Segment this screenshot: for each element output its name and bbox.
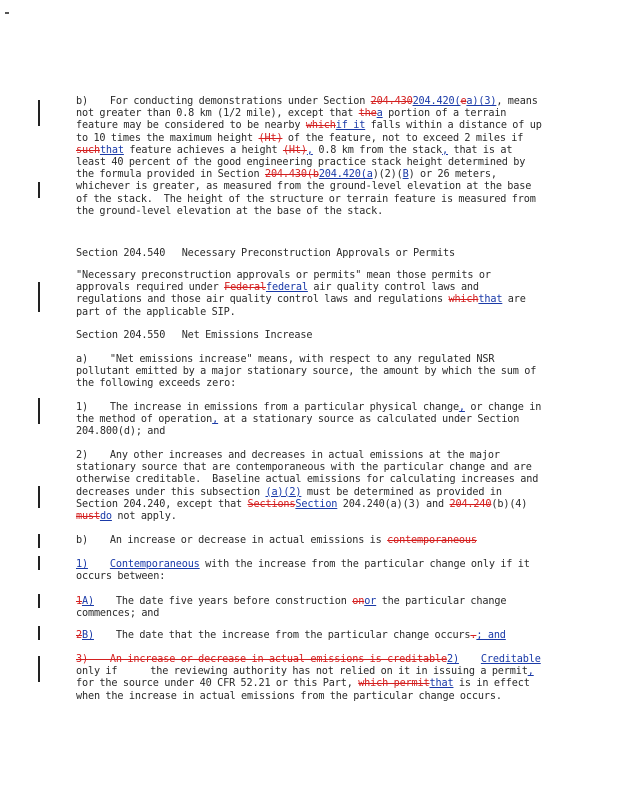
body-text: a) "Net emissions increase" means, with respect to any regulated NSR pollutant emitted by a major stationary source, the amount by which the sum of the following exceeds zero:	[76, 354, 542, 390]
deleted-text: which	[448, 294, 479, 306]
inserted-text: or	[364, 596, 377, 607]
deleted-text: e	[460, 96, 467, 107]
body-text: b) An increase or decrease in actual emissions is	[76, 535, 388, 546]
inserted-text: that	[99, 144, 124, 156]
paragraph-2-creditable	[76, 654, 547, 703]
inserted-text: B)	[81, 630, 94, 641]
paragraph-2-other-increases	[76, 450, 542, 523]
inserted-text: 2)	[446, 654, 459, 665]
body-text: (b)(4)	[491, 498, 533, 510]
change-bar	[38, 534, 40, 548]
deleted-text: must	[76, 511, 100, 523]
body-text: 0.8 km from the stack	[312, 144, 442, 156]
body-text: )(2)(	[372, 169, 403, 181]
body-text: ) or 26 meters, whichever is greater, as measured from the ground-level elevation at the base of the stack. The height of the structure or terrain feature is measured from the ground-level elevation at the base of the stack.	[76, 169, 542, 217]
inserted-text: ,	[527, 666, 534, 678]
body-text: The date five years before construction	[93, 596, 353, 607]
body-text: is in effect when the increase in actual emissions from the particular change occurs.	[76, 678, 536, 702]
deleted-text: Federal	[224, 282, 266, 294]
paragraph-necessary-approvals	[76, 270, 542, 319]
inserted-text: ,	[458, 402, 465, 413]
paragraph-A-five-years	[76, 596, 542, 620]
paragraph-b-nearby	[76, 96, 548, 218]
body-text	[459, 654, 481, 665]
body-text: Section 204.540 Necessary Preconstruction Approvals or Permits	[76, 248, 455, 259]
inserted-text: ,	[306, 144, 313, 156]
inserted-text: 204.420(	[412, 96, 461, 107]
section-heading-204-540	[76, 248, 542, 260]
inserted-text: that	[429, 678, 454, 690]
change-bar	[38, 100, 40, 126]
body-text: The date that the increase from the particular change occurs	[93, 630, 471, 641]
body-text: feature achieves a height	[123, 144, 283, 156]
body-text: portion of a terrain feature may be considered to be nearby	[76, 108, 512, 132]
section-heading-204-550	[76, 330, 542, 342]
body-text: are part of the applicable SIP.	[76, 294, 532, 318]
inserted-text: ,	[442, 144, 448, 156]
change-bar	[38, 182, 40, 198]
body-text: only if the reviewing authority has not relied on it in issuing a permit	[76, 654, 547, 678]
inserted-text: A)	[81, 596, 94, 607]
change-bar	[38, 486, 40, 508]
body-text: 2) Any other increases and decreases in actual emissions at the major stationary source that are contemporaneous with the particular change and are otherwise creditable. Baseline actual emissions for calculating increases and decreases under this subsection	[76, 450, 544, 498]
body-text: "Necessary preconstruction approvals or permits" mean those permits or approvals required under	[76, 270, 497, 294]
body-text: for the source under 40 CFR 52.21 or this Part,	[76, 666, 540, 690]
inserted-text: ,	[212, 414, 219, 426]
inserted-text: Creditable	[480, 654, 541, 665]
change-bar	[38, 656, 40, 682]
inserted-text: Contemporaneous	[109, 559, 200, 570]
paragraph-b-contemporaneous	[76, 535, 542, 547]
deleted-text: (Ht)	[282, 144, 307, 156]
change-bar	[38, 282, 40, 312]
deleted-text: 204.430	[370, 96, 413, 107]
deleted-text: contemporaneous	[387, 535, 477, 546]
body-text: the particular change commences; and	[76, 596, 512, 620]
inserted-text: federal	[265, 282, 308, 294]
deleted-text: 3) An increase or decrease in actual emissions is creditable	[76, 654, 447, 665]
body-text: with the increase from the particular change only if it occurs between:	[76, 559, 536, 583]
deleted-text: (Ht)	[258, 132, 283, 144]
body-text: , means not greater than 0.8 km (1/2 mile), except that	[76, 96, 544, 120]
body-text: Section 204.550 Net Emissions Increase	[76, 330, 313, 341]
change-bar	[38, 594, 40, 608]
page-mark	[5, 12, 9, 14]
inserted-text: that	[478, 294, 503, 306]
inserted-text: a	[376, 108, 383, 120]
deleted-text: such	[76, 144, 100, 156]
deleted-text: which permit	[358, 678, 430, 690]
body-text: or change in the method of operation	[76, 402, 547, 426]
paragraph-B-date-increase	[76, 630, 542, 642]
change-bar	[38, 398, 40, 424]
body-text: air quality control laws and regulations and those air quality control laws and regulations	[76, 282, 485, 306]
inserted-text: if it	[335, 120, 366, 132]
body-text: falls within a distance of up to 10 times the maximum height	[76, 120, 548, 144]
body-text	[88, 559, 110, 570]
inserted-text: B	[402, 169, 409, 181]
body-text: 204.240(a)(3) and	[337, 498, 450, 510]
deleted-text: 204.240	[449, 498, 492, 510]
body-text: that is at least 40 percent of the good engineering practice stack height determined by the formula provided in Section	[76, 144, 531, 181]
paragraph-a-net-emissions	[76, 354, 542, 391]
change-bar	[38, 626, 40, 640]
deleted-text: 1	[76, 596, 82, 607]
inserted-text: a)(3)	[466, 96, 497, 107]
deleted-text: on	[352, 596, 365, 607]
body-text: 1) The increase in emissions from a particular physical change	[76, 402, 459, 413]
inserted-text: Section	[295, 498, 338, 510]
deleted-text: which	[305, 120, 336, 132]
body-text: b) For conducting demonstrations under Section	[76, 96, 371, 107]
body-text: of the feature, not to exceed 2 miles if	[282, 132, 529, 144]
deleted-text: 2	[76, 630, 82, 641]
inserted-text: ; and	[476, 630, 506, 641]
change-bar	[38, 556, 40, 570]
deleted-text: .	[470, 630, 477, 641]
inserted-text: do	[99, 511, 112, 523]
inserted-text: 1)	[76, 559, 88, 570]
deleted-text: Sections	[247, 498, 296, 510]
deleted-text: 204.430(b	[264, 169, 319, 181]
body-text: at a stationary source as calculated under Section 204.800(d); and	[76, 414, 525, 438]
body-text: not apply.	[111, 511, 177, 523]
paragraph-1-contemporaneous	[76, 559, 542, 583]
deleted-text: the	[358, 108, 377, 120]
inserted-text: (a)(2)	[265, 486, 302, 498]
inserted-text: 204.420(a	[318, 169, 373, 181]
body-text: must be determined as provided in Section 204.240, except that	[76, 486, 508, 510]
paragraph-1-increase	[76, 402, 547, 439]
